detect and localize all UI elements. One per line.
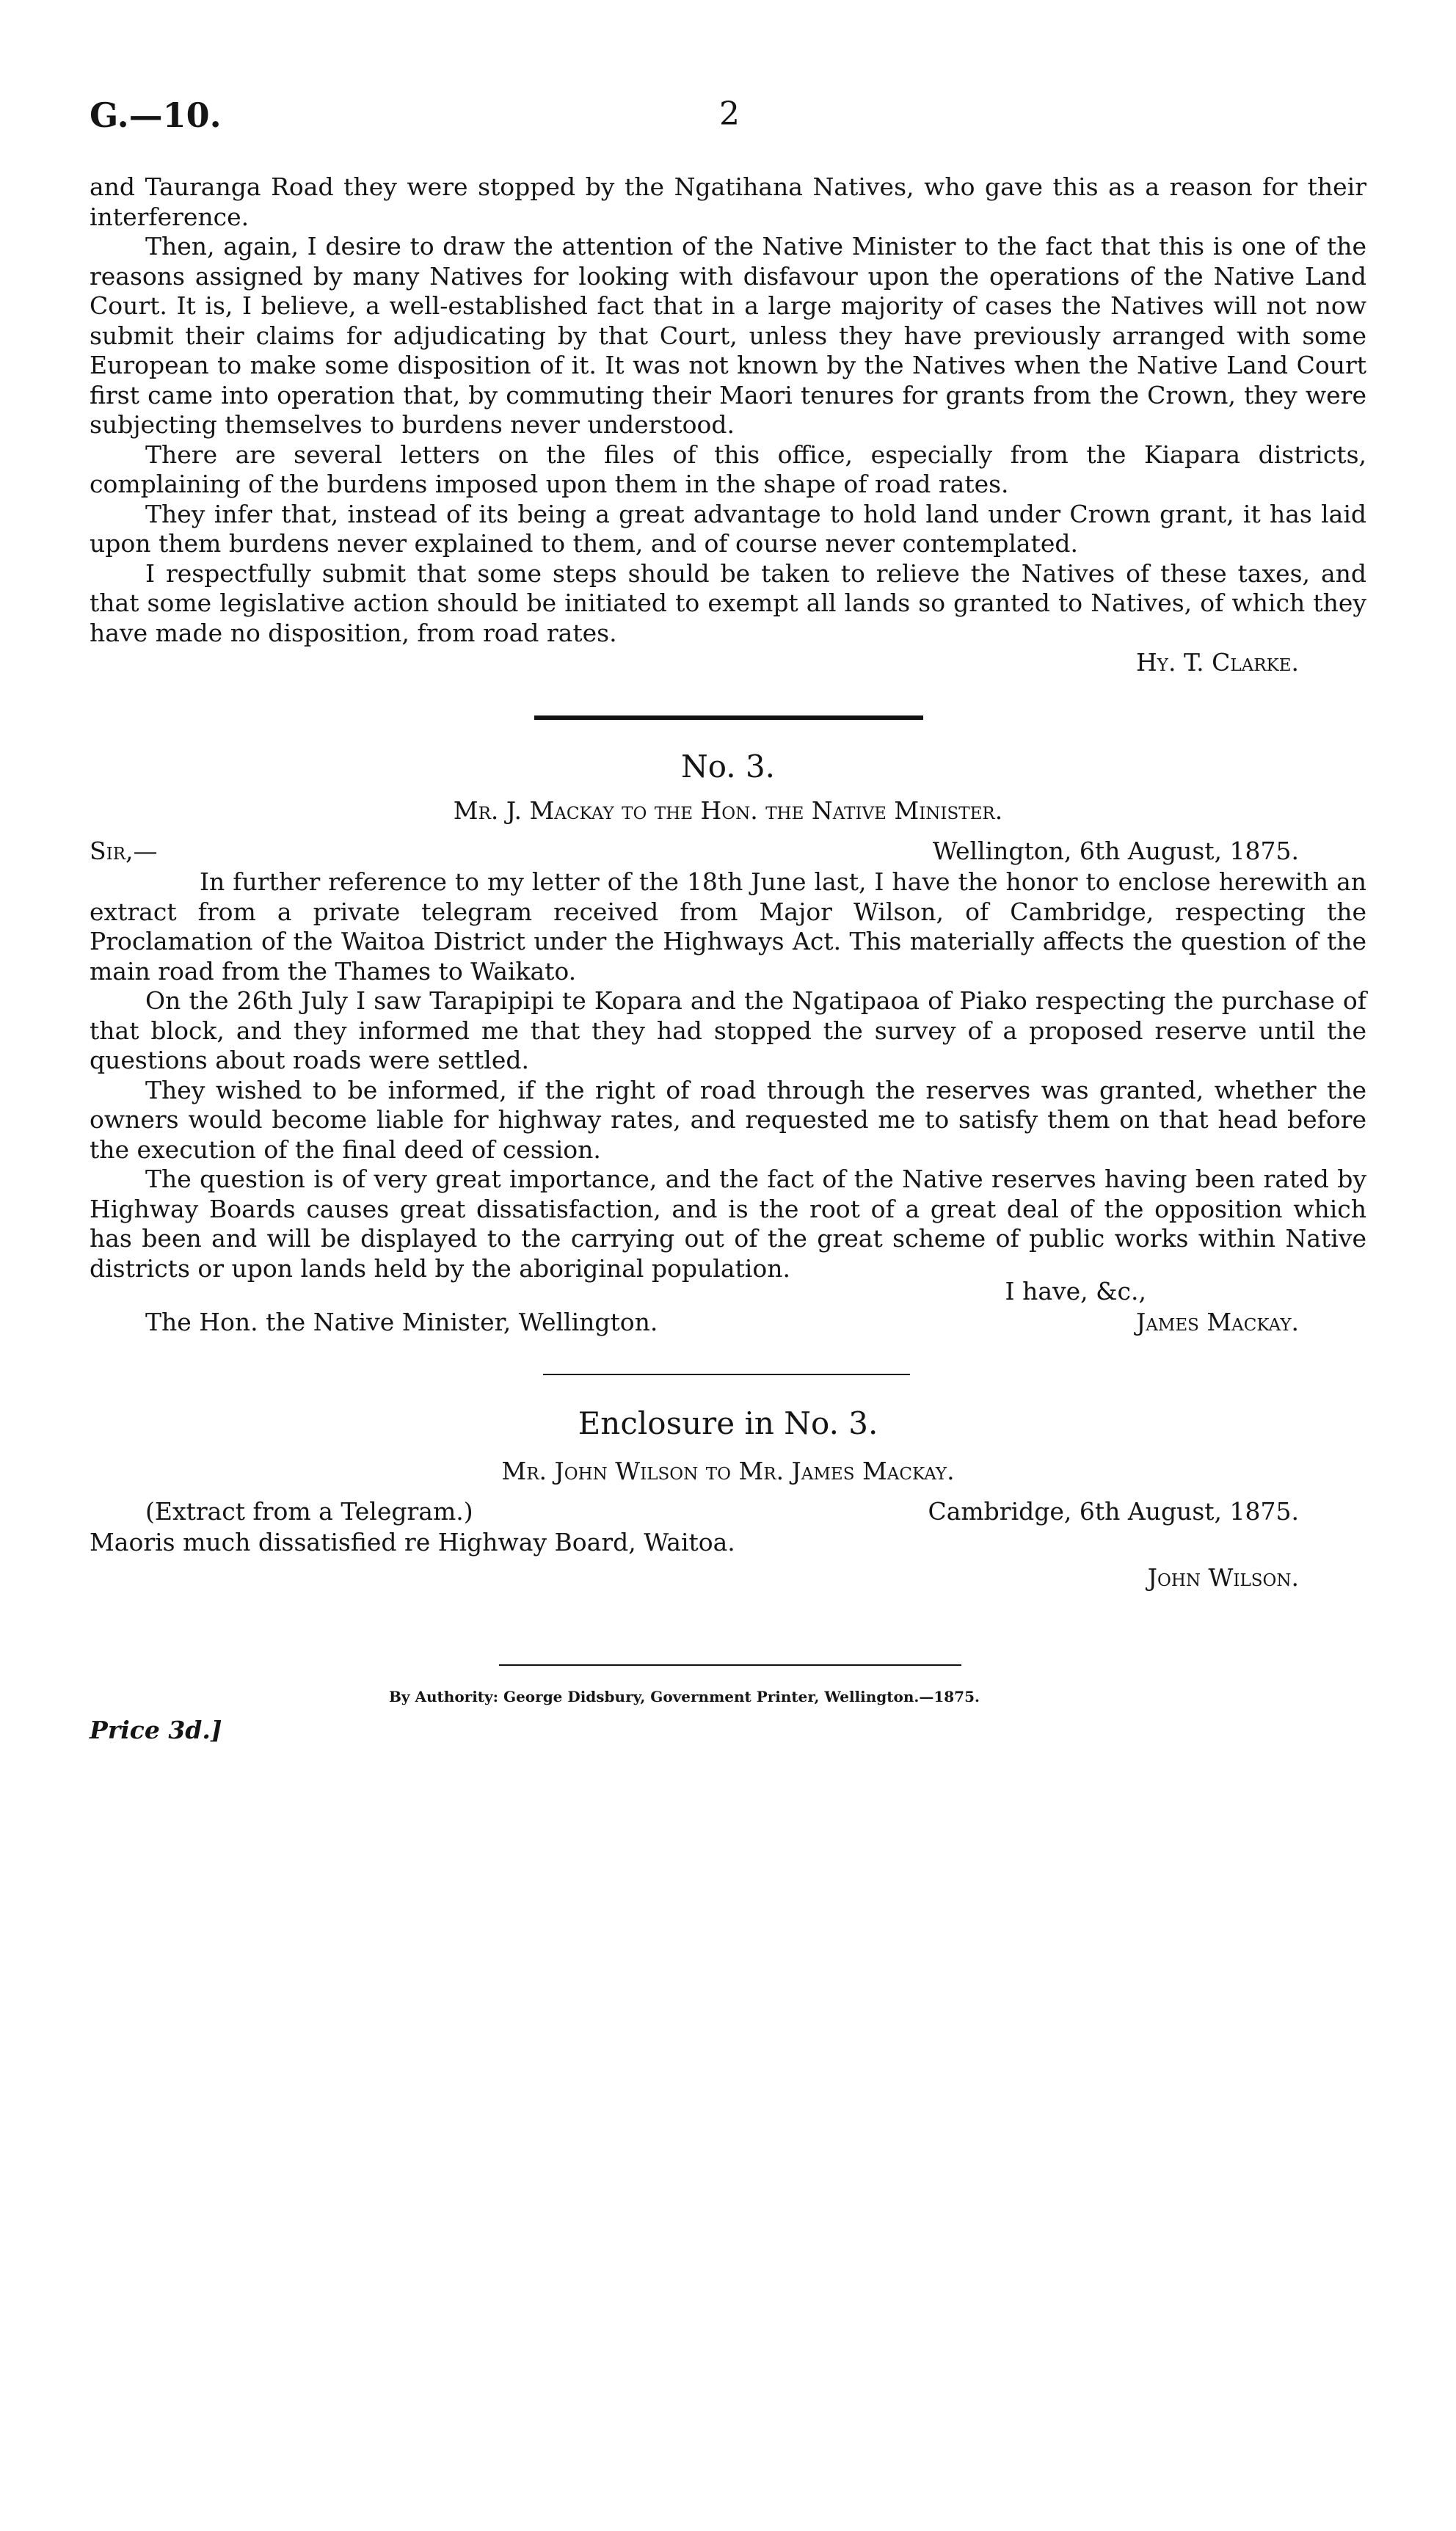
enclosure-signature: John Wilson.	[1147, 1563, 1299, 1592]
intro-signature: Hy. T. Clarke.	[1136, 648, 1299, 677]
enclosure-body-row	[90, 1528, 1366, 1559]
page-header	[90, 95, 1366, 147]
intro-paragraph: and Tauranga Road they were stopped by the Ngatihana Natives, who gave this as a reason for their interference.	[90, 172, 1366, 231]
page-number: 2	[719, 95, 740, 133]
letter-body	[90, 867, 1366, 1283]
telegram-note: (Extract from a Telegram.)	[145, 1497, 473, 1526]
letter-paragraph: The question is of very great importance, and the fact of the Native reserves having been rated by Highway Boards causes great dissatisfaction, and is the root of a great deal of the opposition which has been and will be displayed to the carrying out of the great scheme of public works within Native districts or upon lands held by the aboriginal population.	[90, 1165, 1366, 1283]
letter-paragraph: In further reference to my letter of the 18th June last, I have the honor to enclose herewith an extract from a private telegram received from Major Wilson, of Cambridge, respecting the Proclamation of the Waitoa District under the Highways Act. This materially affects the question of the main road from the Thames to Waikato.	[90, 867, 1366, 986]
printer-imprint: By Authority: George Didsbury, Government Printer, Wellington.—1875.	[389, 1688, 980, 1705]
enclosure-subheading: Mr. John Wilson to Mr. James Mackay.	[501, 1457, 955, 1485]
letter-paragraph: They wished to be informed, if the right of road through the reserves was granted, whether the owners would become liable for highway rates, and requested me to satisfy them on that head before the execution of the final deed of cession.	[90, 1075, 1366, 1164]
place-date: Wellington, 6th August, 1875.	[932, 837, 1299, 865]
addressee: The Hon. the Native Minister, Wellington.	[145, 1308, 658, 1336]
footer-divider	[499, 1664, 961, 1666]
letter-paragraph: On the 26th July I saw Tarapipipi te Kopara and the Ngatipaoa of Piako respecting the purchase of that block, and they informed me that they had stopped the survey of a proposed reserve until the questions about roads were settled.	[90, 986, 1366, 1074]
letter-signature: James Mackay.	[1135, 1308, 1299, 1336]
addressee-row	[90, 1308, 1366, 1339]
enclosure-heading: Enclosure in No. 3.	[578, 1405, 878, 1441]
closing-row	[90, 1277, 1366, 1308]
section-divider	[534, 715, 923, 720]
intro-paragraph: There are several letters on the files of this office, especially from the Kiapara districts, complaining of the burdens imposed upon them in the shape of road rates.	[90, 440, 1366, 498]
enclosure-body: Maoris much dissatisfied re Highway Board, Waitoa.	[90, 1528, 735, 1556]
intro-paragraph: They infer that, instead of its being a great advantage to hold land under Crown grant, it has laid upon them burdens never explained to them, and of course never contemplated.	[90, 499, 1366, 558]
salutation: Sir,—	[90, 837, 158, 865]
document-reference: G.—10.	[90, 95, 222, 135]
intro-text	[90, 172, 1366, 678]
intro-paragraph: Then, again, I desire to draw the attention of the Native Minister to the fact that this is one of the reasons assigned by many Natives for looking with disfavour upon the operations of the Native Land Court. It is, I believe, a well-established fact that in a large majority of cases the Natives will not now submit their claims for adjudicating by that Court, unless they have previously arranged with some European to make some disposition of it. It was not known by the Natives when the Native Land Court first came into operation that, by commuting their Maori tenures for grants from the Crown, they were subjecting themselves to burdens never understood.	[90, 232, 1366, 439]
closing: I have, &c.,	[1005, 1277, 1146, 1305]
letter-heading: No. 3.	[680, 749, 776, 784]
section-divider	[543, 1374, 910, 1375]
letter-subheading: Mr. J. Mackay to the Hon. the Native Minister.	[453, 796, 1003, 825]
salutation-row	[90, 837, 1366, 867]
enclosure-signature-row	[90, 1563, 1366, 1594]
enclosure-note-row	[90, 1497, 1366, 1528]
price: Price 3d.]	[90, 1716, 222, 1744]
intro-paragraph: I respectfully submit that some steps should be taken to relieve the Natives of these taxes, and that some legislative action should be initiated to exempt all lands so granted to Natives, of which they have made no disposition, from road rates.	[90, 558, 1366, 647]
enclosure-place-date: Cambridge, 6th August, 1875.	[928, 1497, 1299, 1526]
